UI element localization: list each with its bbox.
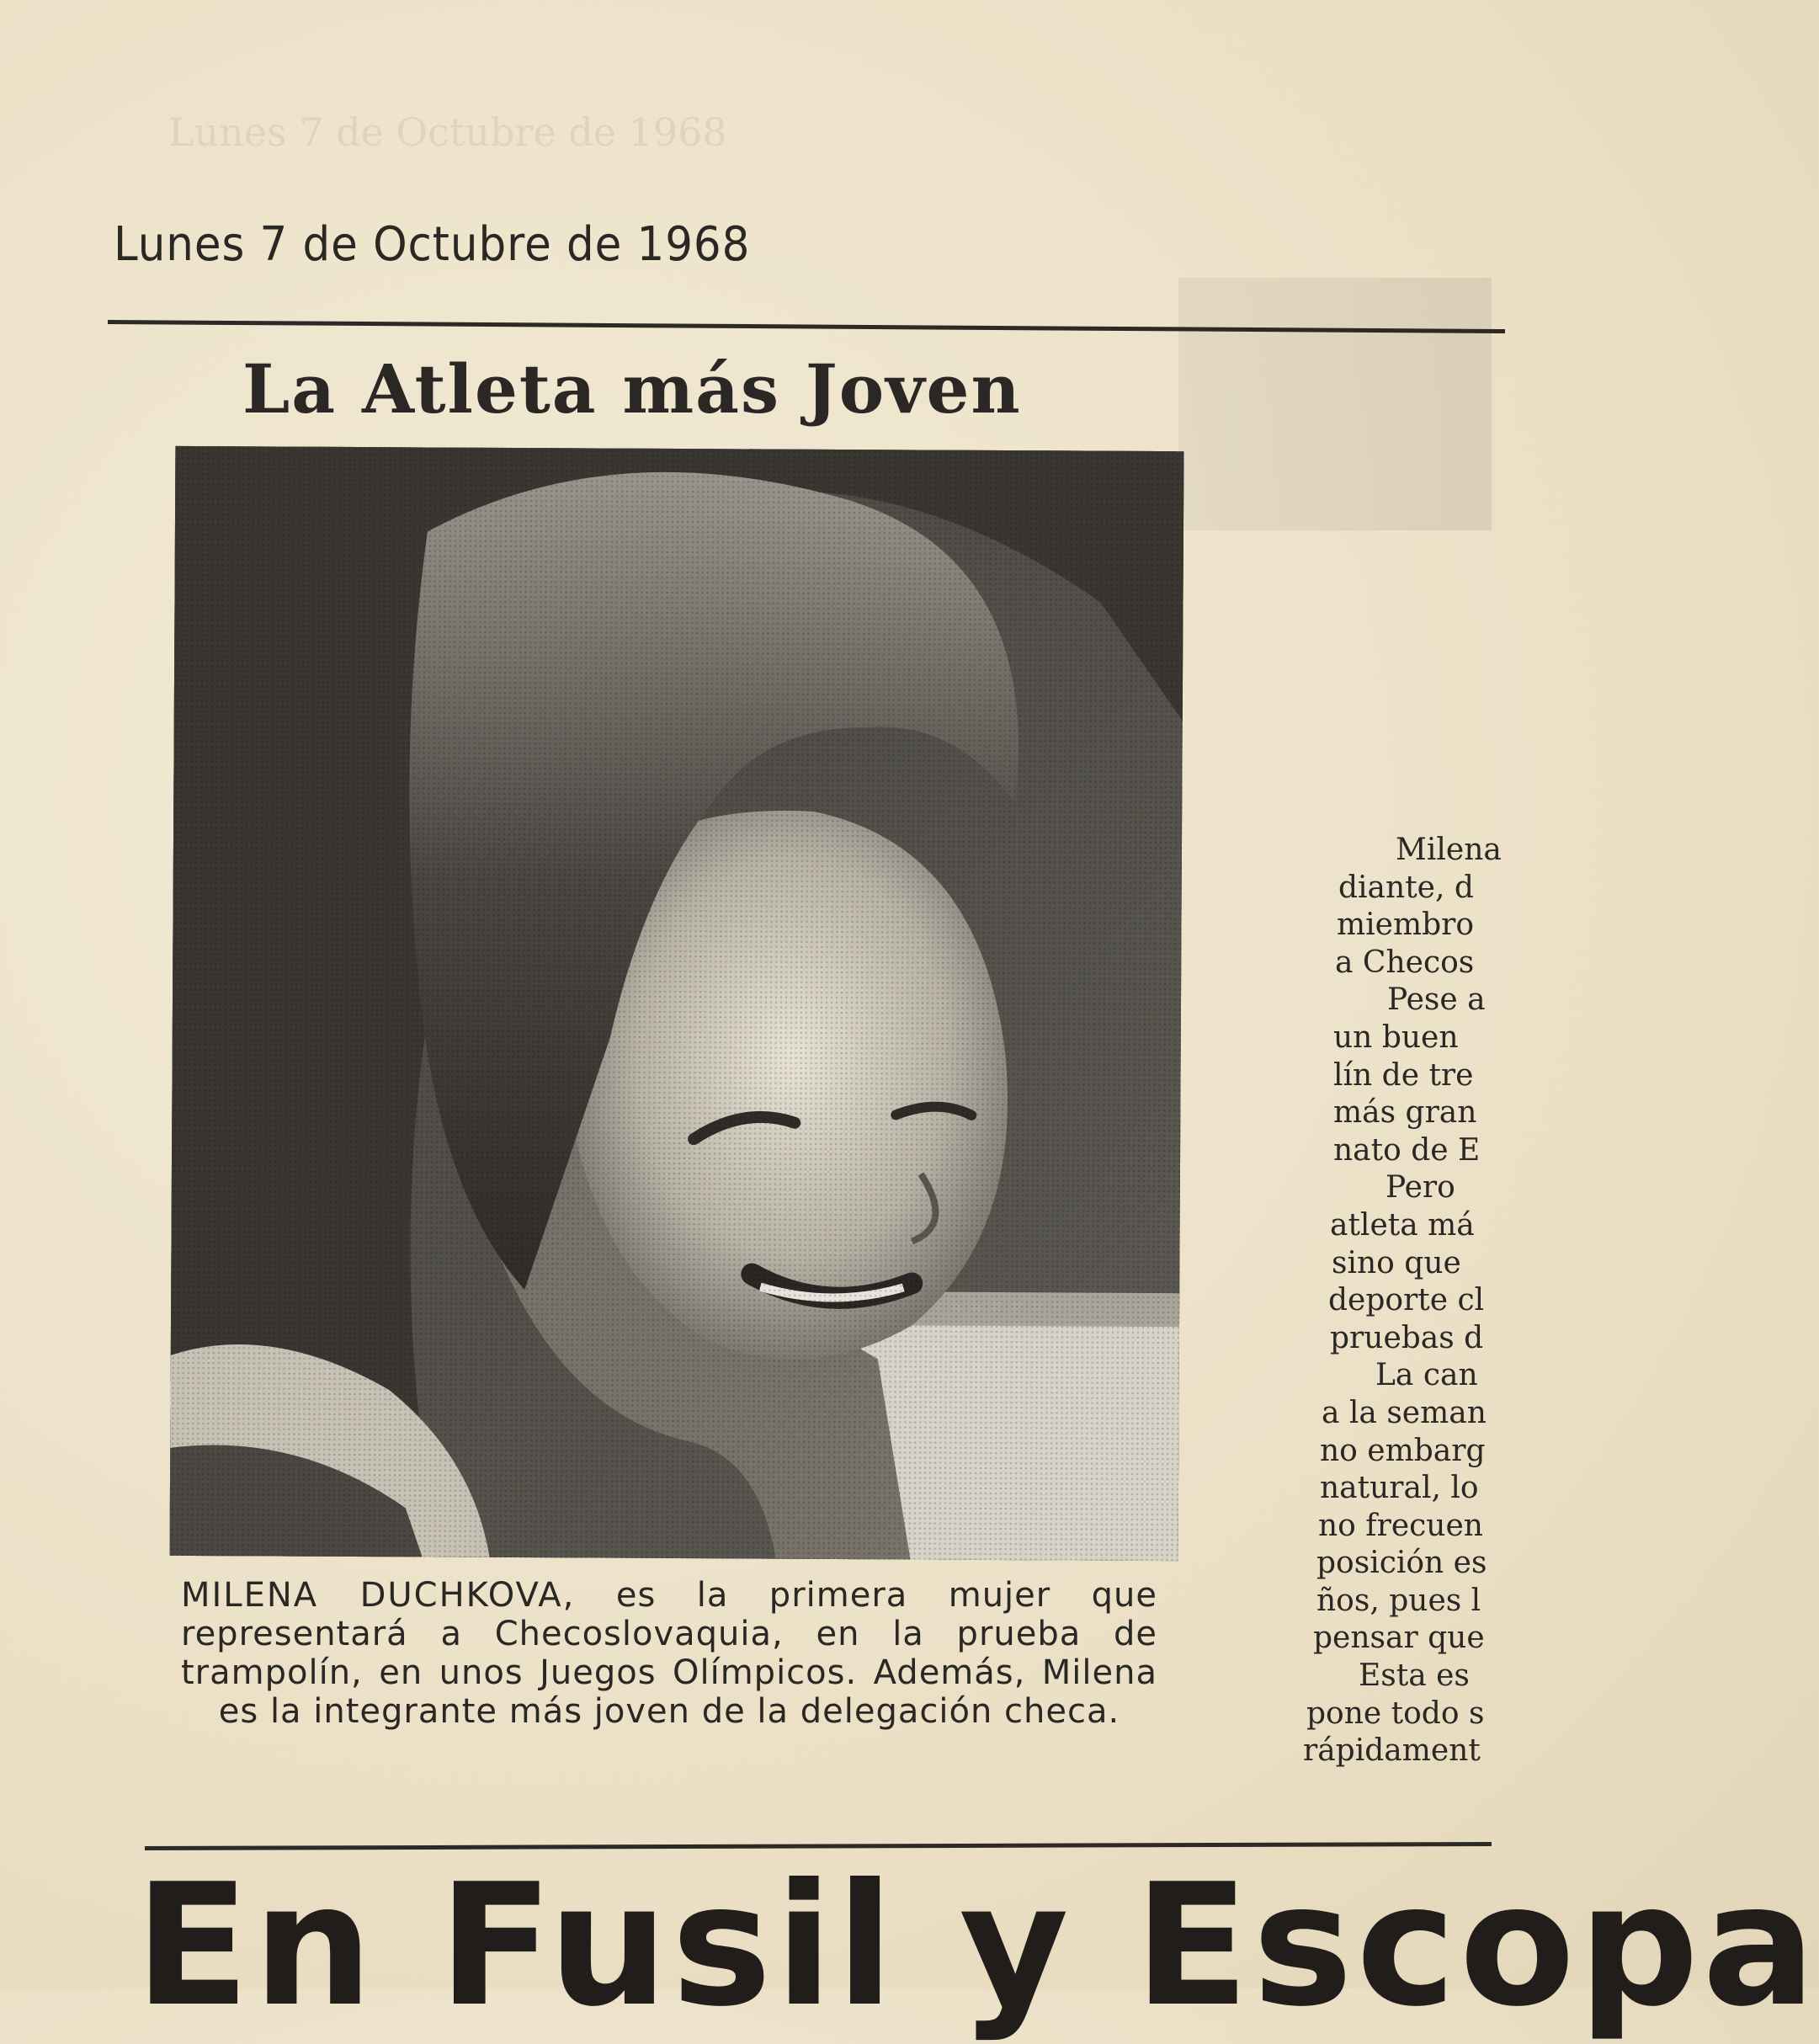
column-line: posición es	[1316, 1546, 1487, 1581]
column-line: Esta es	[1359, 1658, 1470, 1694]
column-line: a Checos	[1335, 945, 1475, 980]
photo-caption	[181, 1576, 1157, 1731]
column-line: natural, lo	[1320, 1471, 1479, 1506]
column-line: lín de tre	[1333, 1057, 1474, 1093]
column-line: miembro	[1337, 908, 1475, 943]
column-line: Milena	[1396, 833, 1502, 867]
column-line: Pese a	[1387, 982, 1486, 1018]
article-text-column	[1295, 832, 1513, 1770]
column-line: deporte cl	[1328, 1283, 1485, 1318]
athlete-photo	[170, 446, 1184, 1561]
column-line: no embarg	[1320, 1433, 1486, 1468]
column-line: un buen	[1333, 1019, 1459, 1055]
article-headline: La Atleta más Joven	[242, 349, 1022, 428]
column-line: a la seman	[1322, 1395, 1487, 1430]
column-line: pruebas d	[1330, 1320, 1484, 1355]
column-line: atleta má	[1330, 1207, 1475, 1243]
bleed-through-text: Lunes 7 de Octubre de 1968	[168, 109, 727, 155]
caption-text: es la primera mujer que representará a Checoslovaquia, en la prueba de trampolín, en unos Juegos Olímpicos. Además, Milena es la integrante más joven de la delegación checa.	[181, 1576, 1157, 1731]
page-date: Lunes 7 de Octubre de 1968	[114, 217, 751, 272]
column-line: más gran	[1333, 1095, 1477, 1131]
next-article-headline: En Fusil y Escopa	[135, 1848, 1819, 2044]
caption-lead: MILENA DUCHKOVA,	[181, 1576, 576, 1615]
column-line: ños, pues l	[1316, 1583, 1481, 1618]
column-line: pensar que	[1313, 1621, 1485, 1656]
column-line: pone todo s	[1306, 1695, 1485, 1731]
column-line: rápidament	[1303, 1733, 1481, 1769]
bleed-through-shadow	[1178, 278, 1492, 530]
column-line: La can	[1375, 1358, 1478, 1393]
column-line: no frecuen	[1318, 1508, 1483, 1543]
column-line: Pero	[1386, 1170, 1455, 1206]
column-line: sino que	[1332, 1245, 1461, 1280]
column-line: nato de E	[1333, 1132, 1481, 1168]
column-line: diante, d	[1338, 870, 1474, 905]
